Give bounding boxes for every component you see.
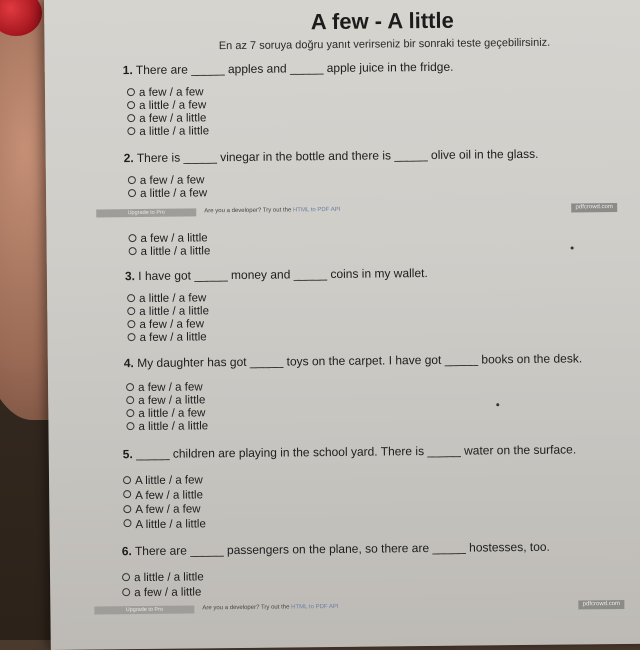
options-q2-continued bbox=[128, 232, 210, 259]
radio-icon[interactable] bbox=[123, 491, 131, 499]
option[interactable]: a few / a few bbox=[128, 174, 207, 188]
option[interactable]: A little / a few bbox=[123, 474, 205, 489]
question-1 bbox=[123, 60, 454, 77]
option[interactable]: a few / a little bbox=[128, 232, 210, 246]
radio-icon[interactable] bbox=[123, 520, 131, 528]
question-number: 2. bbox=[123, 151, 134, 166]
option[interactable]: a little / a few bbox=[128, 187, 207, 201]
question-2 bbox=[124, 147, 539, 165]
radio-icon[interactable] bbox=[127, 333, 135, 341]
question-6 bbox=[122, 540, 550, 558]
question-4 bbox=[124, 351, 582, 370]
question-number: 1. bbox=[122, 63, 133, 78]
radio-icon[interactable] bbox=[122, 573, 130, 581]
upgrade-banner[interactable]: Upgrade to Pro bbox=[96, 208, 196, 217]
options-q5 bbox=[123, 474, 206, 533]
upgrade-banner[interactable]: Upgrade to Pro bbox=[94, 605, 194, 614]
pen-mark bbox=[496, 403, 499, 406]
option[interactable]: a little / a little bbox=[126, 420, 208, 434]
radio-icon[interactable] bbox=[127, 294, 135, 302]
options-q1 bbox=[127, 86, 209, 139]
option[interactable]: a few / a little bbox=[126, 394, 208, 408]
pdf-footer bbox=[96, 202, 618, 219]
option[interactable]: A few / a little bbox=[123, 489, 205, 504]
brand-badge: pdfcrowd.com bbox=[571, 203, 617, 212]
pen-mark bbox=[571, 246, 574, 249]
radio-icon[interactable] bbox=[127, 88, 135, 96]
option[interactable]: a little / a little bbox=[122, 571, 204, 587]
brand-badge: pdfcrowd.com bbox=[578, 600, 624, 609]
option[interactable]: a little / a few bbox=[126, 407, 208, 421]
developer-note: Are you a developer? Try out the HTML to PDF API bbox=[202, 603, 339, 612]
radio-icon[interactable] bbox=[123, 505, 131, 513]
option[interactable]: a few / a little bbox=[127, 331, 209, 345]
question-text: There are _____ apples and _____ apple juice in the fridge. bbox=[135, 59, 454, 78]
option[interactable]: a few / a little bbox=[122, 586, 204, 602]
radio-icon[interactable] bbox=[123, 476, 131, 484]
question-5 bbox=[123, 442, 577, 461]
option[interactable]: A few / a few bbox=[123, 503, 205, 518]
option[interactable]: a few / a few bbox=[127, 86, 209, 100]
radio-icon[interactable] bbox=[127, 127, 135, 135]
question-number: 3. bbox=[124, 269, 135, 284]
option[interactable]: a few / a few bbox=[127, 318, 209, 332]
option[interactable]: a few / a little bbox=[127, 112, 209, 126]
api-link[interactable]: HTML to PDF API bbox=[292, 206, 341, 214]
instructions: En az 7 soruya doğru yanıt verirseniz bir sonraki teste geçebilirsiniz. bbox=[218, 36, 551, 53]
question-text: My daughter has got _____ toys on the carpet. I have got _____ books on the desk. bbox=[137, 351, 583, 371]
option[interactable]: a little / a little bbox=[127, 125, 209, 139]
api-link[interactable]: HTML to PDF API bbox=[291, 603, 339, 611]
option[interactable]: A little / a little bbox=[123, 518, 205, 533]
developer-note: Are you a developer? Try out the HTML to PDF API bbox=[204, 206, 341, 215]
worksheet-paper bbox=[44, 0, 640, 650]
question-text: I have got _____ money and _____ coins in my wallet. bbox=[138, 265, 428, 284]
options-q6 bbox=[122, 571, 204, 602]
question-text: _____ children are playing in the school yard. There is _____ water on the surface. bbox=[136, 442, 577, 462]
option[interactable]: a little / a little bbox=[127, 305, 209, 319]
option[interactable]: a little / a few bbox=[127, 99, 209, 113]
question-text: There is _____ vinegar in the bottle and there is _____ olive oil in the glass. bbox=[136, 146, 539, 166]
radio-icon[interactable] bbox=[126, 383, 134, 391]
radio-icon[interactable] bbox=[127, 114, 135, 122]
options-q4 bbox=[126, 381, 208, 434]
radio-icon[interactable] bbox=[127, 101, 135, 109]
options-q2 bbox=[128, 174, 207, 201]
page-title: A few - A little bbox=[310, 7, 454, 35]
question-text: There are _____ passengers on the plane, so there are _____ hostesses, too. bbox=[134, 539, 550, 559]
radio-icon[interactable] bbox=[127, 320, 135, 328]
radio-icon[interactable] bbox=[126, 396, 134, 404]
option[interactable]: a little / a little bbox=[129, 245, 211, 259]
option[interactable]: a little / a few bbox=[127, 292, 209, 306]
radio-icon[interactable] bbox=[126, 422, 134, 430]
radio-icon[interactable] bbox=[127, 307, 135, 315]
question-number: 4. bbox=[123, 356, 134, 371]
radio-icon[interactable] bbox=[128, 176, 136, 184]
radio-icon[interactable] bbox=[129, 247, 137, 255]
option[interactable]: a few / a few bbox=[126, 381, 208, 395]
options-q3 bbox=[127, 292, 209, 345]
question-number: 6. bbox=[121, 544, 132, 559]
radio-icon[interactable] bbox=[122, 588, 130, 596]
radio-icon[interactable] bbox=[126, 409, 134, 417]
radio-icon[interactable] bbox=[128, 234, 136, 242]
question-number: 5. bbox=[122, 447, 133, 462]
radio-icon[interactable] bbox=[128, 189, 136, 197]
question-3 bbox=[125, 266, 428, 283]
